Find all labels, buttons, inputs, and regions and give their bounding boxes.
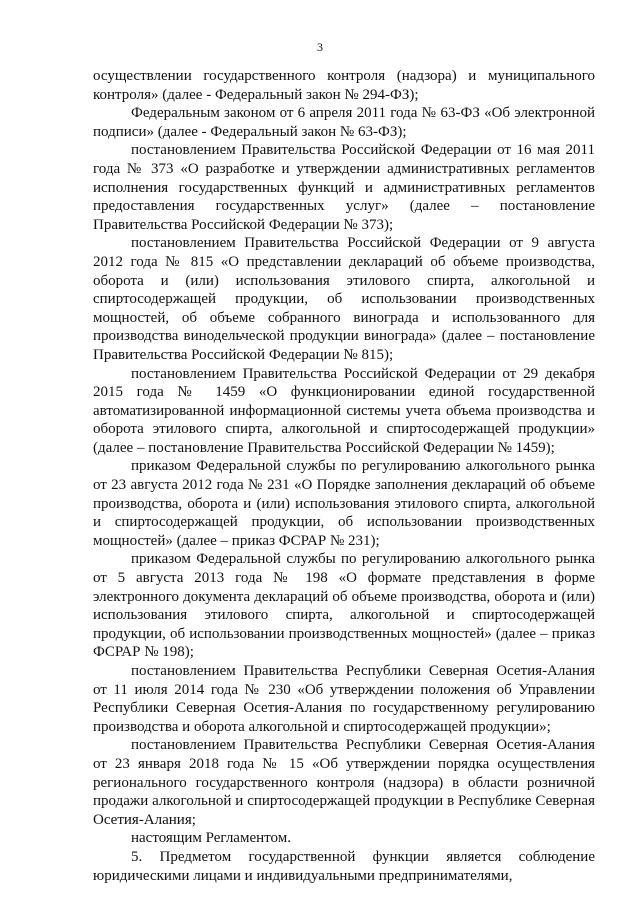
paragraph-resolution-230: постановлением Правительства Республики Северная Осетия-Алания от 11 июля 2014 года № 230 «Об утверждении положения об Управлении Республики Северная Осетия-Алания по государственному регулированию производства и оборота алкогольной и спиртосодержащей продукции»; bbox=[93, 663, 595, 735]
paragraph-order-198: приказом Федеральной службы по регулированию алкогольного рынка от 5 августа 2013 года № 198 «О формате представления в форме электронного документа деклараций об объеме производства, оборота и (или) использования этилового спирта, алкогольной и спиртосодержащей продукции, об использовании производственных мощностей» (далее – приказ ФСРАР № 198); bbox=[93, 551, 595, 661]
paragraph-item-5: 5. Предметом государственной функции является соблюдение юридическими лицами и индивидуальными предпринимателями, bbox=[93, 848, 595, 884]
paragraph-resolution-815: постановлением Правительства Российской Федерации от 9 августа 2012 года № 815 «О представлении деклараций об объеме производства, оборота и (или) использования этилового спирта, алкогольной и спиртосодержащей продукции, об использовании производственных мощностей, об объеме собранного винограда и использованного для производства винодельческой продукции винограда» (далее – постановление Правительства Российской Федерации № 815); bbox=[93, 235, 595, 363]
document-body bbox=[93, 67, 595, 885]
paragraph-this-regulation: настоящим Регламентом. bbox=[131, 830, 291, 847]
paragraph-continuation: осуществлении государственного контроля (надзора) и муниципального контроля» (далее - Федеральный закон № 294-ФЗ); bbox=[93, 68, 595, 103]
paragraph-order-231: приказом Федеральной службы по регулированию алкогольного рынка от 23 августа 2012 года № 231 «О Порядке заполнения деклараций об объеме производства, оборота и (или) использования этилового спирта, алкогольной и спиртосодержащей продукции, об использовании производственных мощностей» (далее – приказ ФСРАР № 231); bbox=[93, 458, 595, 549]
paragraph-resolution-373: постановлением Правительства Российской Федерации от 16 мая 2011 года № 373 «О разработке и утверждении административных регламентов исполнения государственных функций и административных регламентов предоставления государственных услуг» (далее – постановление Правительства Российской Федерации № 373); bbox=[93, 142, 595, 233]
paragraph-resolution-15: постановлением Правительства Республики Северная Осетия-Алания от 23 января 2018 года № 15 «Об утверждении порядка осуществления регионального государственного контроля (надзора) в области розничной продажи алкогольной и спиртосодержащей продукции в Республике Северная Осетия-Алания; bbox=[93, 737, 595, 828]
paragraph-resolution-1459: постановлением Правительства Российской Федерации от 29 декабря 2015 года № 1459 «О функционировании единой государственной автоматизированной информационной системы учета объема производства и оборота этилового спирта, алкогольной и спиртосодержащей продукции» (далее – постановление Правительства Российской Федерации № 1459); bbox=[93, 365, 595, 456]
paragraph-law-63fz: Федеральным законом от 6 апреля 2011 года № 63-ФЗ «Об электронной подписи» (далее - Федеральный закон № 63-ФЗ); bbox=[93, 105, 595, 140]
page-number: 3 bbox=[317, 40, 323, 54]
